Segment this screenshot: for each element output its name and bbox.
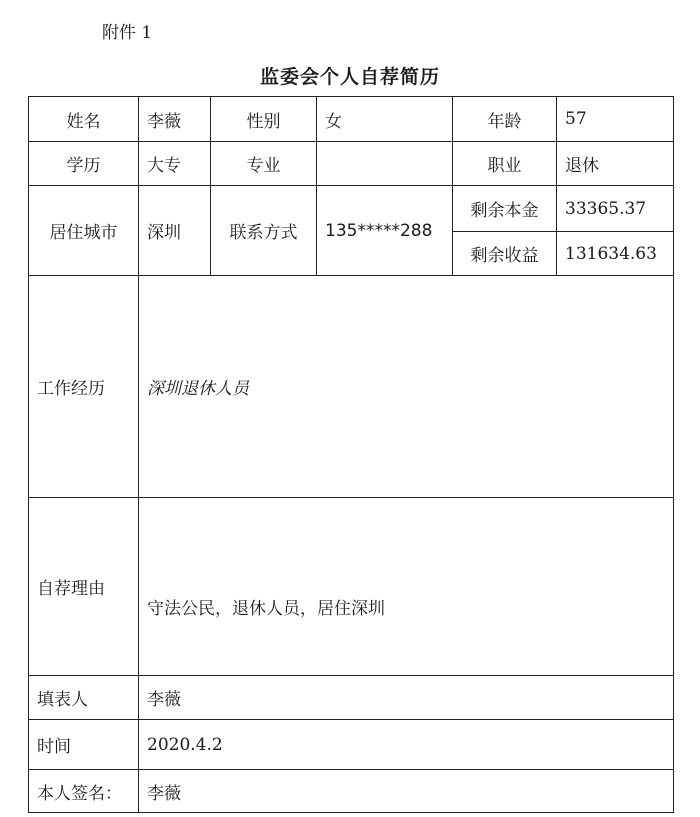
gender-label: 性别 [211, 97, 317, 142]
filler-value: 李薇 [139, 676, 674, 720]
contact-value: 135*****288 [317, 186, 453, 276]
reason-cell [139, 498, 674, 676]
age-value: 57 [557, 97, 674, 142]
time-label: 时间 [29, 720, 139, 770]
document-title: 监委会个人自荐简历 [259, 66, 440, 88]
work-value: 深圳退休人员 [139, 276, 674, 498]
table-row [29, 498, 674, 676]
table-row [29, 97, 674, 142]
table-row [29, 770, 674, 813]
reason-label: 自荐理由 [29, 498, 139, 676]
age-label: 年龄 [453, 97, 557, 142]
signature-label: 本人签名： [29, 770, 139, 813]
earnings-label: 剩余收益 [453, 232, 557, 276]
principal-value: 33365.37 [557, 186, 674, 232]
table-row [29, 676, 674, 720]
city-label: 居住城市 [29, 186, 139, 276]
occupation-label: 职业 [453, 142, 557, 186]
contact-label: 联系方式 [211, 186, 317, 276]
reason-value: 守法公民，退休人员，居住深圳 [147, 599, 385, 619]
filler-label: 填表人 [29, 676, 139, 720]
earnings-value: 131634.63 [557, 232, 674, 276]
occupation-value: 退休 [557, 142, 674, 186]
education-label: 学历 [29, 142, 139, 186]
time-value: 2020.4.2 [139, 720, 674, 770]
principal-label: 剩余本金 [453, 186, 557, 232]
gender-value: 女 [317, 97, 453, 142]
table-row [29, 720, 674, 770]
major-label: 专业 [211, 142, 317, 186]
table-row [29, 276, 674, 498]
name-label: 姓名 [29, 97, 139, 142]
major-value [317, 142, 453, 186]
table-row [29, 186, 674, 232]
work-label: 工作经历 [29, 276, 139, 498]
resume-table [28, 96, 674, 813]
education-value: 大专 [139, 142, 211, 186]
city-value: 深圳 [139, 186, 211, 276]
name-value: 李薇 [139, 97, 211, 142]
attachment-label: 附件 1 [102, 23, 153, 43]
signature-value: 李薇 [139, 770, 674, 813]
table-row [29, 142, 674, 186]
